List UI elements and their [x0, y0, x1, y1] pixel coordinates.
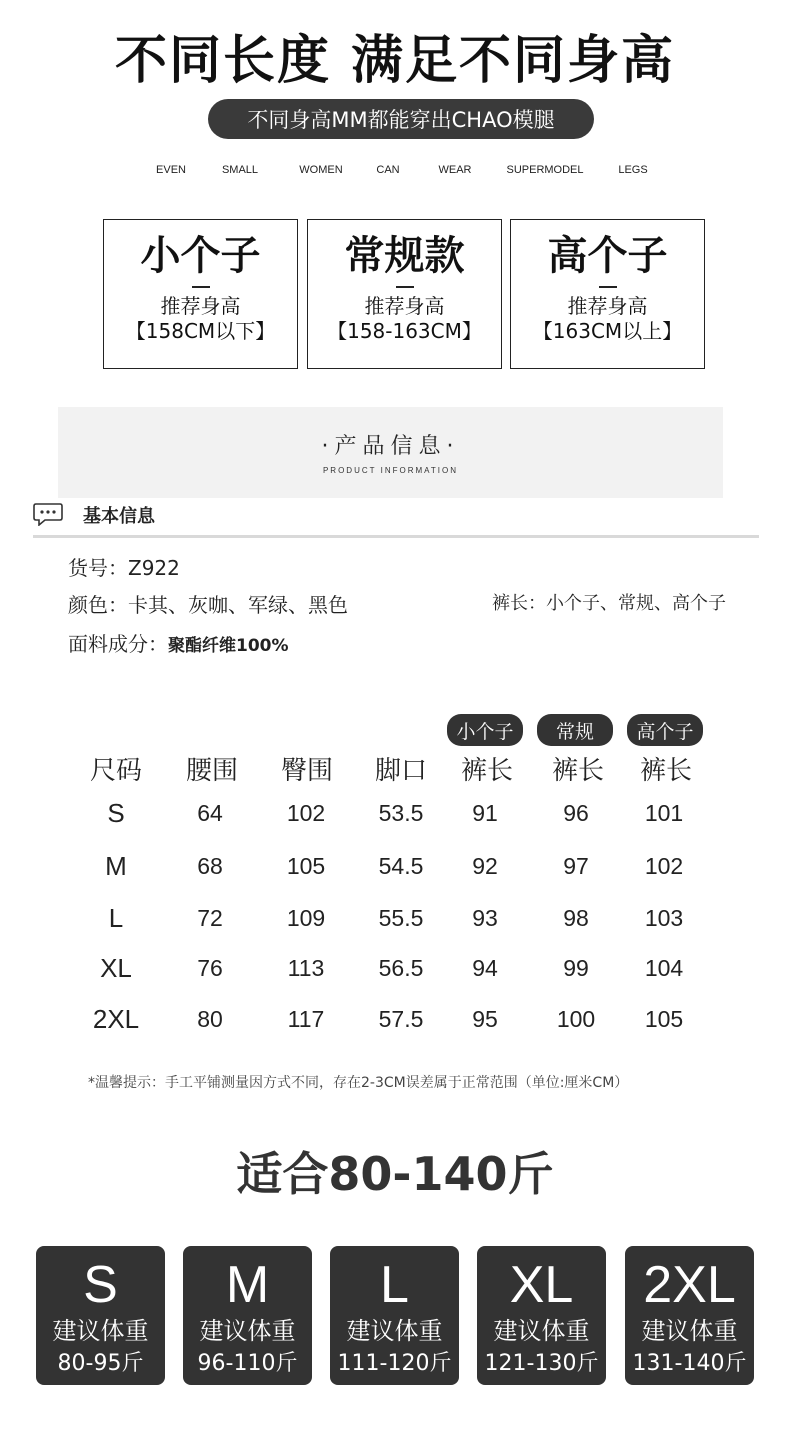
weight-card-size: L [380, 1256, 409, 1314]
table-cell: 68 [197, 853, 223, 879]
table-header: 裤长 [460, 756, 514, 786]
table-cell: 109 [286, 905, 326, 931]
table-cell: 102 [644, 853, 684, 879]
table-cell: 117 [287, 1006, 325, 1032]
tagline-word: LEGS [618, 164, 648, 176]
tagline-word: WEAR [438, 164, 472, 176]
height-option-dash [599, 286, 617, 288]
table-header: 裤长 [551, 756, 605, 786]
english-tagline [0, 164, 790, 180]
table-cell: 93 [472, 905, 498, 931]
color-label: 颜色： [68, 593, 128, 617]
table-cell: 80 [197, 1006, 223, 1032]
hero-subtitle-pill [208, 99, 594, 139]
item-number-label: 货号： [68, 556, 128, 580]
weight-card-s [36, 1246, 165, 1385]
length-label: 裤长： [492, 593, 546, 614]
height-option-recommend: 推荐身高 [567, 294, 648, 318]
table-cell: 104 [644, 955, 684, 981]
table-size-cell: 2XL [92, 1004, 140, 1034]
height-option-range: 【158CM以下】 [125, 319, 276, 343]
chat-bubble-icon [33, 502, 63, 526]
weight-card-size: 2XL [643, 1256, 736, 1314]
length-pill-tall [627, 714, 703, 746]
weight-card-size: M [225, 1256, 270, 1314]
table-cell: 95 [472, 1006, 498, 1032]
weight-card-size: XL [509, 1256, 574, 1314]
table-cell: 98 [563, 905, 589, 931]
table-cell: 97 [563, 853, 589, 879]
table-cell: 64 [197, 800, 223, 826]
weight-card-label: 建议体重 [52, 1317, 149, 1345]
height-option-title: 高个子 [547, 233, 668, 279]
weight-card-range: 111-120斤 [337, 1351, 452, 1376]
tagline-word: WOMEN [299, 164, 343, 176]
height-option-recommend: 推荐身高 [364, 294, 445, 318]
table-cell: 72 [197, 905, 223, 931]
weight-card-label: 建议体重 [641, 1317, 738, 1345]
table-header: 裤长 [639, 756, 693, 786]
height-option-tall [510, 219, 705, 369]
table-cell: 105 [286, 853, 326, 879]
table-cell: 105 [644, 1006, 684, 1032]
color-line [68, 589, 348, 618]
table-cell: 53.5 [378, 800, 424, 826]
table-cell: 100 [556, 1006, 596, 1032]
table-cell: 92 [472, 853, 498, 879]
weight-card-range: 121-130斤 [484, 1351, 599, 1376]
weight-card-l [330, 1246, 459, 1385]
tagline-word: SUPERMODEL [506, 164, 584, 176]
fabric-label: 面料成分： [68, 632, 168, 656]
fabric-value: 聚酯纤维100% [168, 636, 289, 656]
color-value: 卡其、灰咖、军绿、黑色 [128, 593, 348, 617]
weight-title: 适合80-140斤 [236, 1147, 554, 1201]
table-cell: 96 [563, 800, 589, 826]
table-cell: 99 [563, 955, 589, 981]
weight-card-xl [477, 1246, 606, 1385]
weight-card-range: 96-110斤 [197, 1351, 298, 1376]
basic-info-header [33, 500, 759, 538]
height-option-title: 常规款 [344, 233, 465, 279]
length-pill-regular [537, 714, 613, 746]
length-value: 小个子、常规、高个子 [546, 593, 726, 614]
weight-card-label: 建议体重 [493, 1317, 590, 1345]
weight-card-label: 建议体重 [346, 1317, 443, 1345]
weight-card-range: 80-95斤 [57, 1351, 144, 1376]
table-cell: 91 [472, 800, 498, 826]
height-option-recommend: 推荐身高 [160, 294, 241, 318]
item-number-value: Z922 [128, 556, 180, 580]
table-cell: 55.5 [378, 905, 424, 931]
table-header: 尺码 [89, 756, 143, 786]
table-cell: 54.5 [378, 853, 424, 879]
table-cell: 94 [472, 955, 498, 981]
table-cell: 103 [644, 905, 684, 931]
tagline-word: SMALL [221, 164, 259, 176]
table-size-cell: XL [100, 953, 132, 983]
length-line [492, 589, 726, 615]
height-option-range: 【158-163CM】 [327, 319, 482, 343]
table-cell: 56.5 [378, 955, 424, 981]
height-option-dash [192, 286, 210, 288]
height-option-petite [103, 219, 298, 369]
table-cell: 57.5 [378, 1006, 424, 1032]
length-pill-label: 小个子 [456, 720, 514, 743]
length-pill-label: 常规 [555, 720, 594, 743]
weight-card-m [183, 1246, 312, 1385]
weight-card-range: 131-140斤 [632, 1351, 747, 1376]
tagline-word: CAN [376, 164, 400, 176]
table-size-cell: M [105, 851, 127, 881]
measurement-tip: *温馨提示：手工平铺测量因方式不同，存在2-3CM误差属于正常范围（单位:厘米CM） [88, 1075, 629, 1091]
table-header: 腰围 [185, 756, 239, 786]
fabric-line [68, 628, 289, 657]
product-info-subtitle: PRODUCT INFORMATION [322, 466, 459, 475]
weight-card-label: 建议体重 [199, 1317, 296, 1345]
weight-card-2xl [625, 1246, 754, 1385]
height-option-dash [396, 286, 414, 288]
basic-info-title: 基本信息 [83, 506, 155, 527]
table-size-cell: S [107, 798, 125, 828]
tagline-word: EVEN [156, 164, 186, 176]
table-cell: 102 [286, 800, 326, 826]
table-header: 脚口 [374, 756, 428, 786]
length-pill-label: 高个子 [636, 720, 694, 743]
hero-title: 不同长度 满足不同身高 [114, 31, 676, 91]
table-cell: 101 [644, 800, 684, 826]
table-header: 臀围 [280, 756, 334, 786]
item-number-line [68, 552, 180, 581]
height-option-title: 小个子 [140, 233, 261, 279]
table-size-cell: L [108, 903, 124, 933]
weight-card-size: S [83, 1256, 118, 1314]
table-cell: 113 [287, 955, 325, 981]
length-pill-petite [447, 714, 523, 746]
product-info-banner [58, 407, 723, 498]
table-cell: 76 [197, 955, 223, 981]
product-info-title: ·产品信息· [321, 434, 460, 459]
height-option-regular [307, 219, 502, 369]
hero-subtitle: 不同身高MM都能穿出CHAO模腿 [247, 108, 555, 132]
height-option-range: 【163CM以上】 [532, 319, 683, 343]
